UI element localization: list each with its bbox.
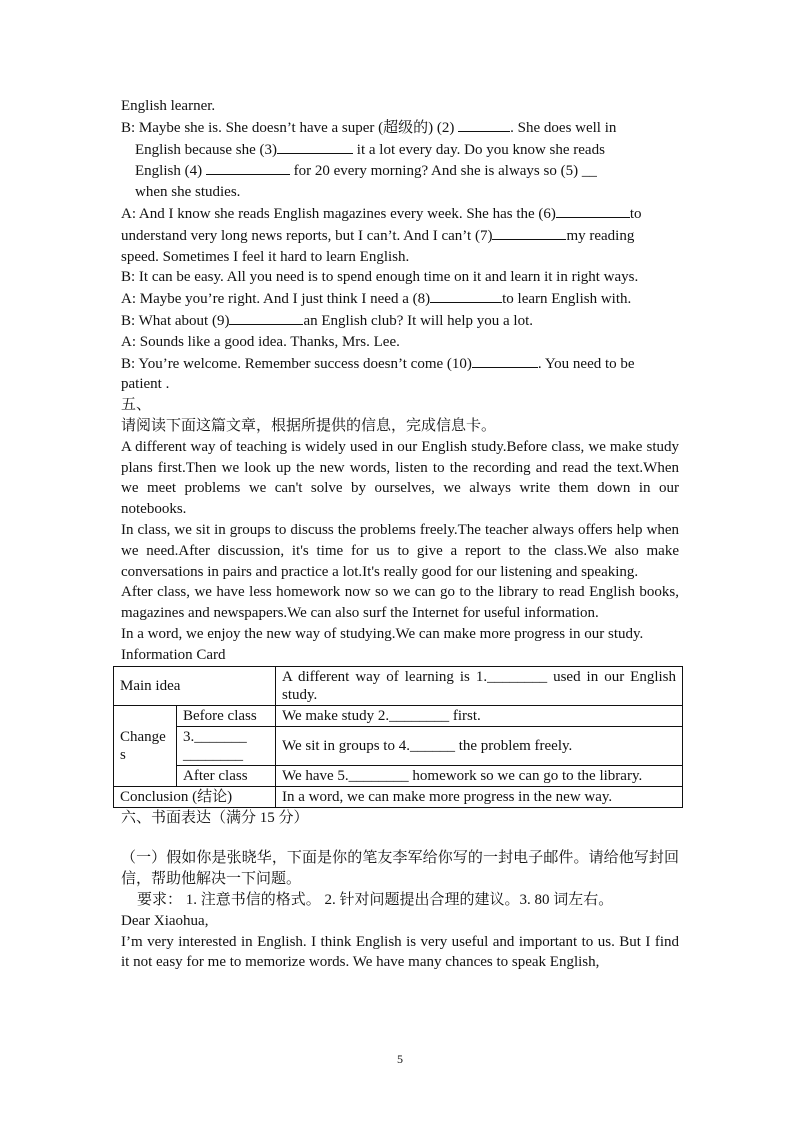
answer-blank-9[interactable] [229,310,303,325]
reading-paragraph: A different way of teaching is widely used in our English study.Before class, we make study plans first.Then we look up the new words, listen to the recording and read the text.When we meet problems we can't solve by ourselves, we always write them down in our notebooks. [121,438,679,518]
dialogue-text: for 20 every morning? And she is always so (5) __ [289,163,597,180]
dialogue-line: patient . [121,376,170,393]
letter-greeting: Dear Xiaohua, [121,912,209,929]
main-idea-text[interactable]: A different way of learning is 1.________ used in our English study. [276,666,683,705]
after-class-label: After class [177,765,276,786]
dialogue-text: it a lot every day. Do you know she reads [353,141,605,158]
dialogue-line [121,288,679,310]
reading-paragraph: After class, we have less homework now so we can go to the library to read English books, magazines and newspapers.We can also surf the Internet for useful information. [121,584,679,622]
before-class-text[interactable]: We make study 2.________ first. [276,705,683,726]
answer-blank-7[interactable] [492,225,566,240]
dialogue-line [121,117,679,139]
dialogue-line: when she studies. [135,184,241,201]
table-row [114,786,683,807]
dialogue-text: B: You’re welcome. Remember success doesn’t come (10) [121,355,472,372]
dialogue-line [121,160,679,182]
conclusion-text: In a word, we can make more progress in the new way. [276,786,683,807]
answer-blank-2[interactable] [458,117,510,132]
answer-blank-10[interactable] [472,353,538,368]
reading-paragraph: In class, we sit in groups to discuss the problems freely.The teacher always offers help when we need.After discussion, it's time for us to give a report to the class.We also make conversations in pairs and practice a lot.It's really good for our listening and speaking. [121,521,679,580]
dialogue-text: understand very long news reports, but I can’t. And I can’t (7) [121,227,493,244]
dialogue-text: an English club? It will help you a lot. [303,312,533,329]
answer-blank-4[interactable] [206,160,290,175]
dialogue-text: English (4) [135,163,203,180]
dialogue-text: A: Maybe you’re right. And I just think I need a (8) [121,291,431,308]
changes-label: Change s [114,705,177,786]
dialogue-line: speed. Sometimes I feel it hard to learn English. [121,248,410,265]
dialogue-text: my reading [566,227,635,244]
table-row [114,666,683,705]
spacer [121,828,679,848]
dialogue-line [121,310,679,332]
section-heading: 五、 [121,397,152,414]
blank-3-line: ________ [183,746,243,763]
card-title: Information Card [121,646,226,663]
dialogue-text: B: Maybe she is. She doesn’t have a super (超级的) (2) [121,119,459,136]
conclusion-label: Conclusion (结论) [114,786,276,807]
dialogue-line [121,203,679,225]
dialogue-line [121,225,679,247]
page-number: 5 [397,1052,403,1066]
before-class-label: Before class [177,705,276,726]
dialogue-line: B: It can be easy. All you need is to spend enough time on it and learn it in right ways. [121,269,639,286]
after-class-text[interactable]: We have 5.________ homework so we can go to the library. [276,765,683,786]
answer-blank-3[interactable] [277,139,353,154]
blank-3-cell[interactable] [177,726,276,765]
information-card-table [113,666,683,808]
dialogue-text: . You need to be [537,355,635,372]
dialogue-text: . She does well in [510,119,617,136]
page-content [121,96,679,973]
reading-paragraph: In a word, we enjoy the new way of studying.We can make more progress in our study. [121,625,644,642]
main-idea-label: Main idea [114,666,276,705]
dialogue-text: A: And I know she reads English magazines every week. She has the (6) [121,205,556,222]
table-row [114,726,683,765]
dialogue-line: English learner. [121,98,216,114]
answer-blank-6[interactable] [556,203,630,218]
table-row [114,705,683,726]
in-class-text[interactable]: We sit in groups to 4.______ the problem freely. [276,726,683,765]
dialogue-text: B: What about (9) [121,312,230,329]
blank-3-label: 3._______ [183,728,247,745]
table-row [114,765,683,786]
answer-blank-8[interactable] [430,288,502,303]
writing-requirements: 要求： 1. 注意书信的格式。 2. 针对问题提出合理的建议。3. 80 词左右。 [137,891,614,908]
dialogue-text: to [629,205,642,222]
writing-task: （一）假如你是张晓华，下面是你的笔友李军给你写的一封电子邮件。请给他写封回信，帮助他解决一下问题。 [121,850,679,888]
dialogue-line [121,139,679,161]
dialogue-text: English because she (3) [135,141,278,158]
section-heading: 六、书面表达（满分 15 分） [121,809,309,826]
letter-body: I’m very interested in English. I think English is very useful and important to us. But I find it not easy for me to memorize words. We have many chances to speak English, [121,933,679,971]
dialogue-line [121,353,679,375]
dialogue-text: to learn English with. [502,291,632,308]
dialogue-line: A: Sounds like a good idea. Thanks, Mrs. Lee. [121,333,400,350]
section-instruction: 请阅读下面这篇文章，根据所提供的信息，完成信息卡。 [121,417,497,434]
